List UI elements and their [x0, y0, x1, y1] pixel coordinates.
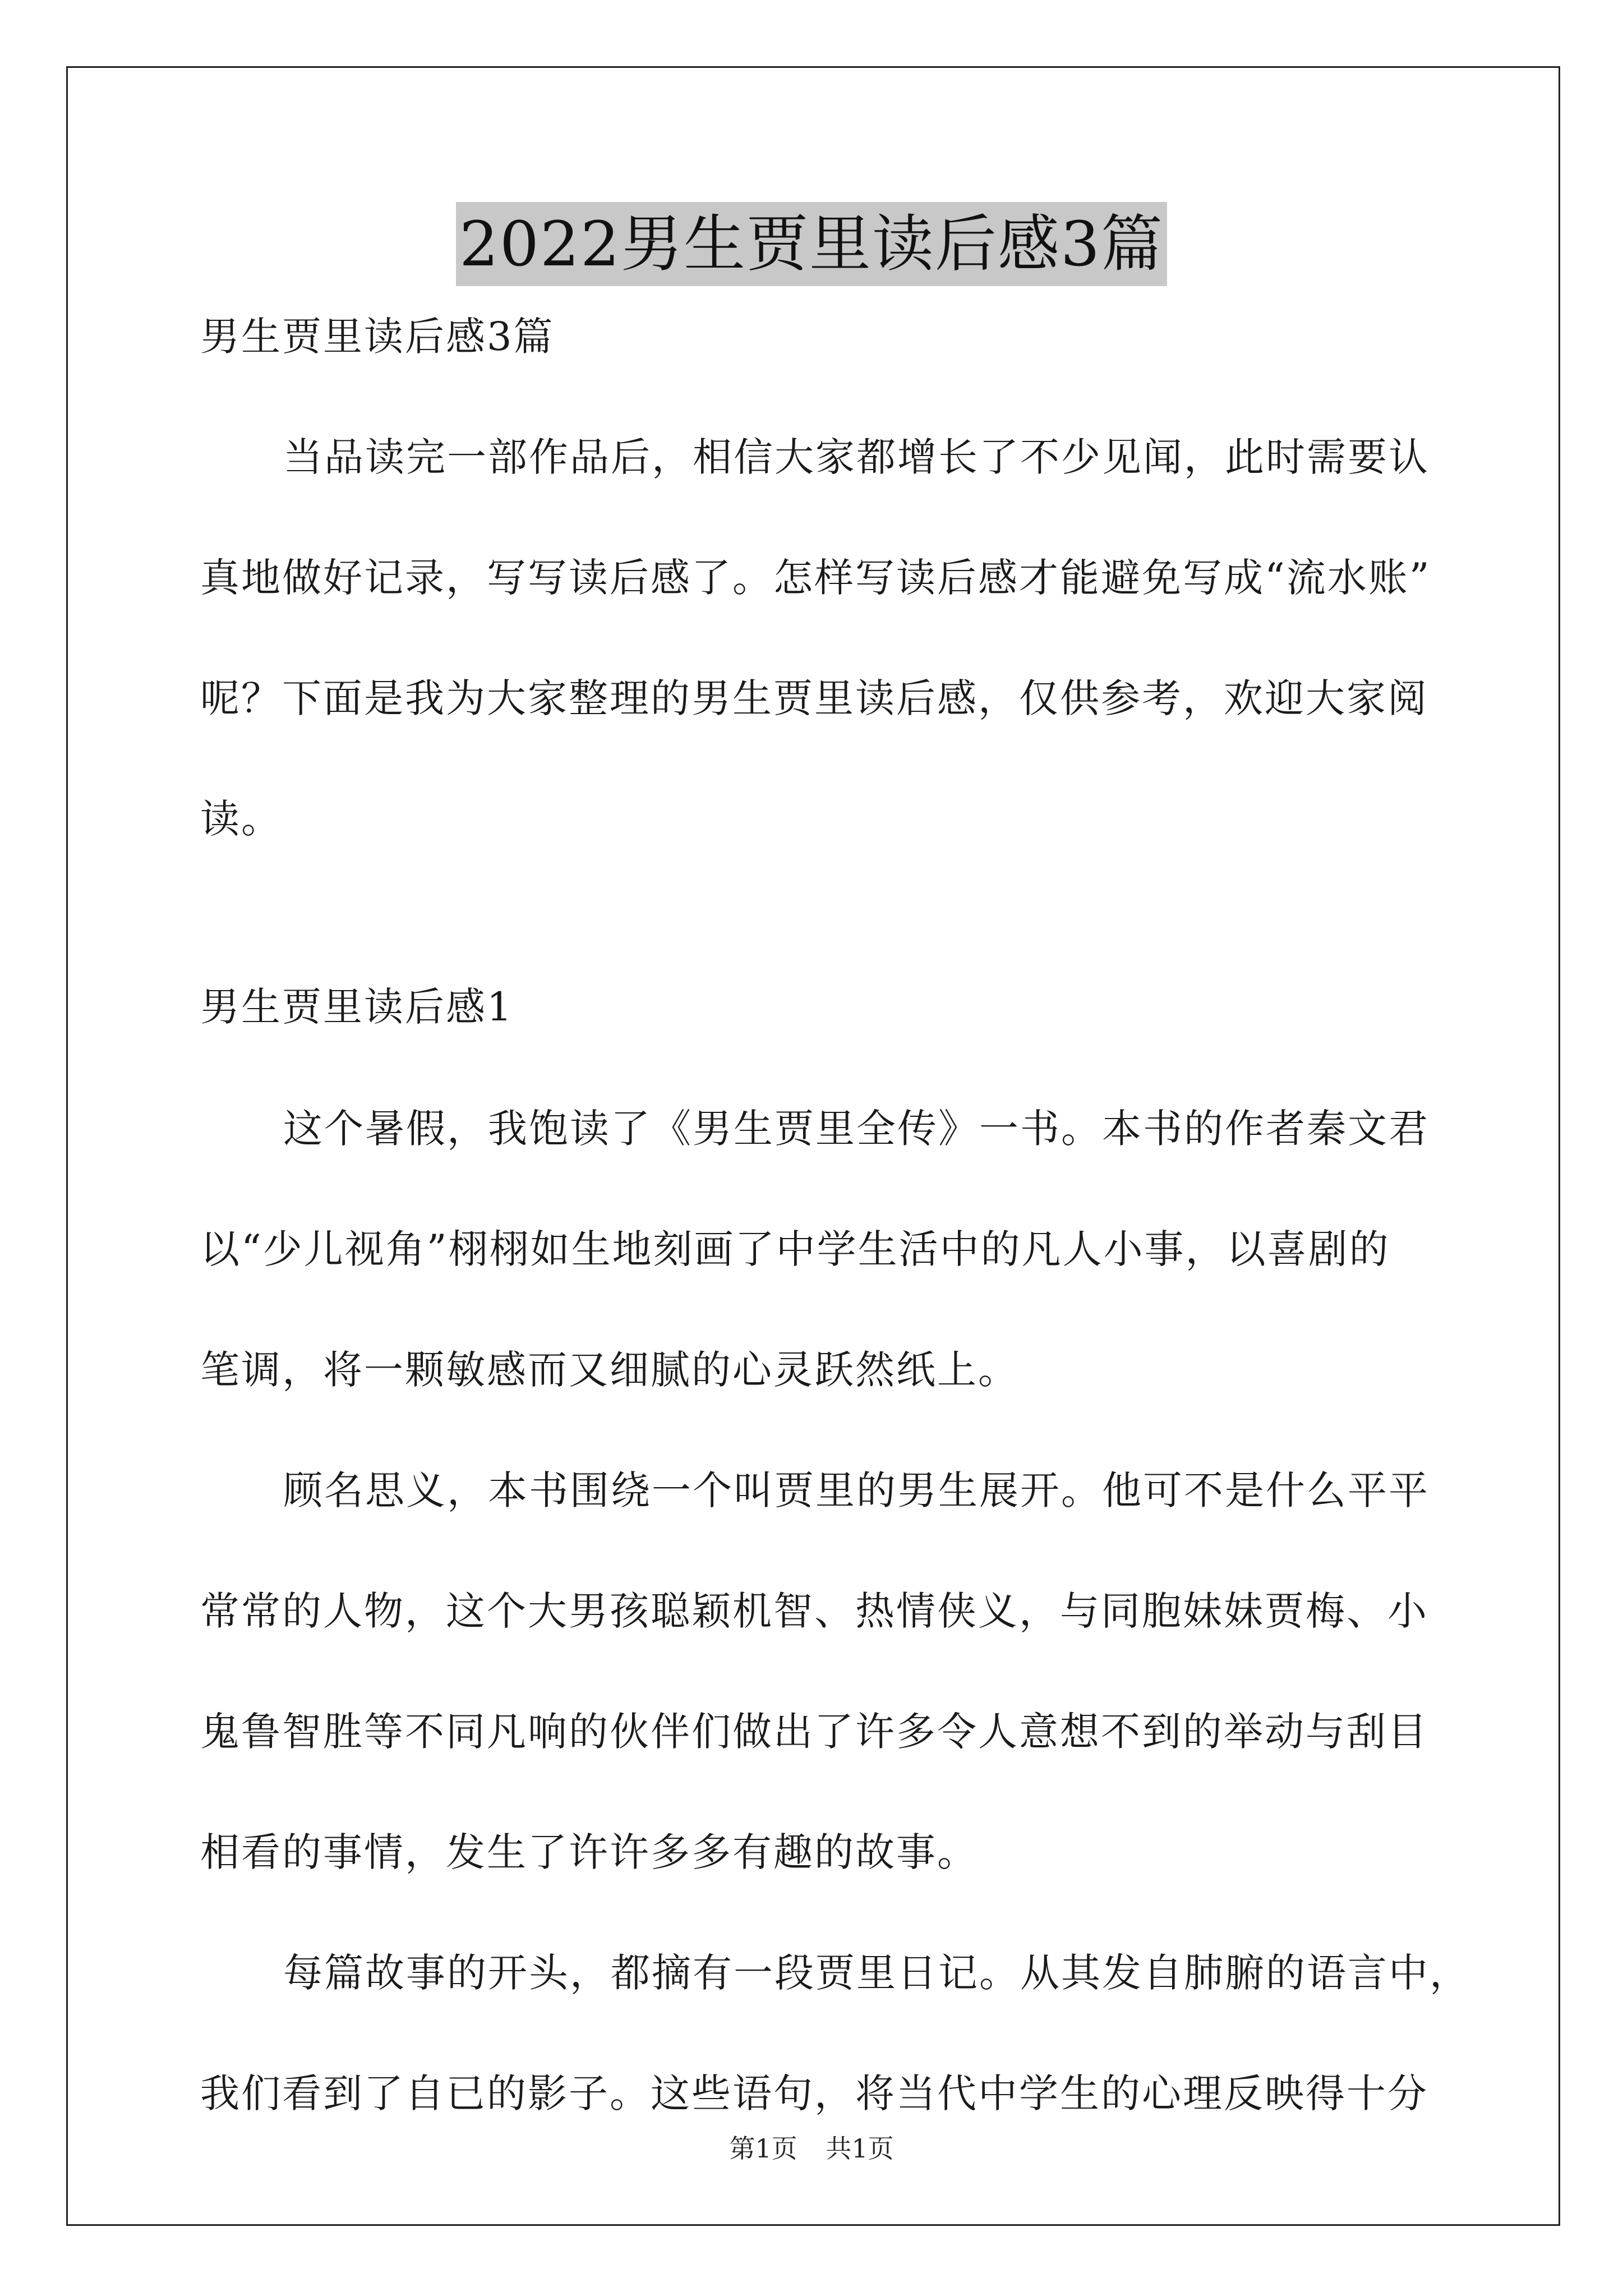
document-title: 2022男生贾里读后感3篇	[456, 202, 1167, 286]
paragraph-line: 笔调，将一颗敏感而又细腻的心灵跃然纸上。	[200, 1347, 1019, 1393]
paragraph-line: 鬼鲁智胜等不同凡响的伙伴们做出了许多令人意想不到的举动与刮目	[200, 1709, 1428, 1755]
title-wrap	[0, 202, 1623, 286]
paragraph-line: 常常的人物，这个大男孩聪颖机智、热情侠义，与同胞妹妹贾梅、小	[200, 1588, 1428, 1634]
paragraph-line: 顾名思义，本书围绕一个叫贾里的男生展开。他可不是什么平平	[283, 1467, 1430, 1513]
page-total: 共1页	[826, 2133, 894, 2164]
intro-line: 读。	[200, 796, 282, 842]
paragraph-line: 这个暑假，我饱读了《男生贾里全传》一书。本书的作者秦文君	[283, 1106, 1430, 1152]
paragraph-line: 每篇故事的开头，都摘有一段贾里日记。从其发自肺腑的语言中，	[283, 1950, 1470, 1996]
paragraph-line: 以“少儿视角”栩栩如生地刻画了中学生活中的凡人小事，以喜剧的	[200, 1226, 1390, 1272]
intro-line: 真地做好记录，写写读后感了。怎样写读后感才能避免写成“流水账”	[200, 555, 1431, 601]
intro-line: 呢？下面是我为大家整理的男生贾里读后感，仅供参考，欢迎大家阅	[200, 675, 1428, 721]
paragraph-line: 我们看到了自已的影子。这些语句，将当代中学生的心理反映得十分	[200, 2070, 1428, 2116]
page-number: 第1页	[729, 2133, 797, 2164]
intro-line: 当品读完一部作品后，相信大家都增长了不少见闻，此时需要认	[283, 434, 1430, 480]
section-heading: 男生贾里读后感1	[200, 984, 514, 1030]
page-footer	[0, 2132, 1623, 2165]
subtitle: 男生贾里读后感3篇	[200, 314, 555, 360]
paragraph-line: 相看的事情，发生了许许多多有趣的故事。	[200, 1829, 978, 1875]
